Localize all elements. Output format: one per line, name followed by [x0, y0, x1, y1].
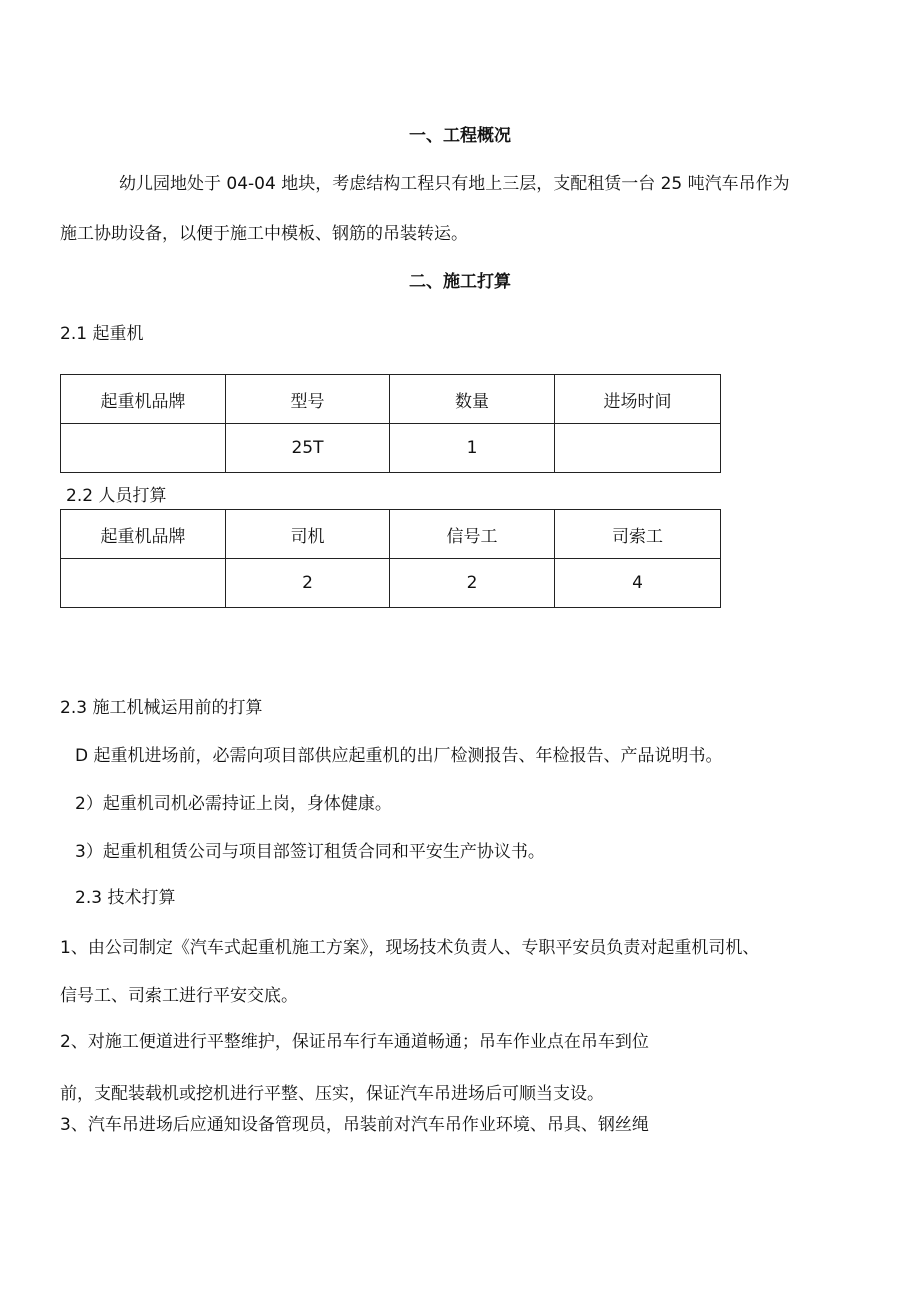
- table-row: [61, 424, 721, 473]
- table-header-cell: 信号工: [390, 510, 555, 559]
- table-cell: 25T: [226, 424, 390, 473]
- table-cell: 1: [390, 424, 555, 473]
- table-cell: 4: [555, 559, 721, 608]
- subsection-2-1-title: 2.1 起重机: [60, 324, 144, 344]
- table-header-cell: 起重机品牌: [61, 375, 226, 424]
- table-cell: 2: [390, 559, 555, 608]
- table-header-row: [61, 375, 721, 424]
- subsection-technical-title: 2.3 技术打算: [75, 888, 176, 908]
- crane-table: [60, 374, 721, 473]
- paragraph-line: 3、汽车吊进场后应通知设备管现员，吊装前对汽车吊作业环境、吊具、钢丝绳: [60, 1115, 649, 1135]
- table-header-cell: 型号: [226, 375, 390, 424]
- list-item: D 起重机进场前，必需向项目部供应起重机的出厂检测报告、年检报告、产品说明书。: [75, 746, 723, 766]
- table-header-cell: 数量: [390, 375, 555, 424]
- table-cell: [61, 559, 226, 608]
- table-header-cell: 司机: [226, 510, 390, 559]
- section-2-title: 二、施工打算: [409, 272, 511, 292]
- section-1-title: 一、工程概况: [409, 126, 511, 146]
- table-cell: 2: [226, 559, 390, 608]
- list-item: 3）起重机租赁公司与项目部签订租赁合同和平安生产协议书。: [75, 842, 545, 862]
- table-header-cell: 进场时间: [555, 375, 721, 424]
- table-cell: [555, 424, 721, 473]
- paragraph-line: 2、对施工便道进行平整维护，保证吊车行车通道畅通；吊车作业点在吊车到位: [60, 1032, 649, 1052]
- paragraph-line: 信号工、司索工进行平安交底。: [60, 986, 298, 1006]
- paragraph-line: 1、由公司制定《汽车式起重机施工方案》，现场技术负责人、专职平安员负责对起重机司机、: [60, 938, 760, 958]
- table-header-cell: 司索工: [555, 510, 721, 559]
- list-item: 2）起重机司机必需持证上岗，身体健康。: [75, 794, 392, 814]
- subsection-2-3-title: 2.3 施工机械运用前的打算: [60, 698, 263, 718]
- table-header-cell: 起重机品牌: [61, 510, 226, 559]
- personnel-table: [60, 509, 721, 608]
- table-row: [61, 559, 721, 608]
- paragraph-line: 幼儿园地处于 04-04 地块，考虑结构工程只有地上三层，支配租赁一台 25 吨汽车吊作为: [119, 174, 790, 194]
- table-header-row: [61, 510, 721, 559]
- paragraph-line: 前，支配装载机或挖机进行平整、压实，保证汽车吊进场后可顺当支设。: [60, 1084, 604, 1104]
- subsection-2-2-title: 2.2 人员打算: [66, 486, 167, 506]
- table-cell: [61, 424, 226, 473]
- paragraph-line: 施工协助设备，以便于施工中模板、钢筋的吊装转运。: [60, 224, 468, 244]
